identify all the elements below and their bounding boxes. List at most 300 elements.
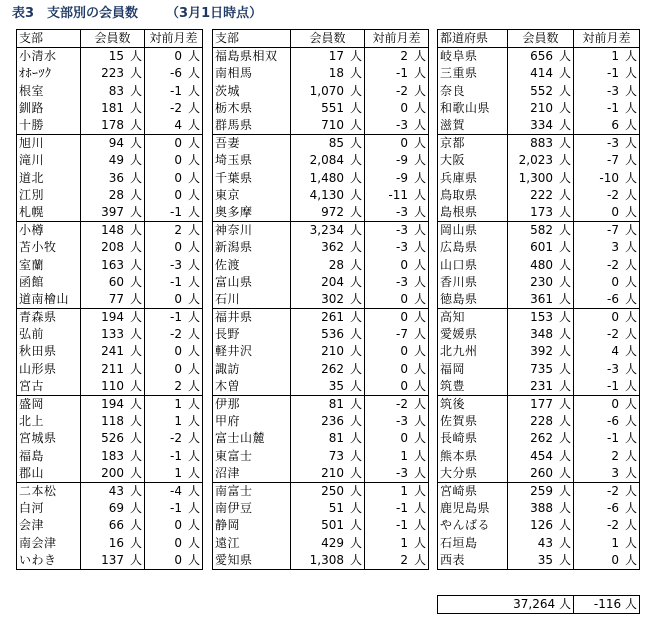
- unit-label: 人: [129, 136, 142, 151]
- branch-name: 島根県: [438, 204, 508, 222]
- member-count: 1,480 人: [291, 170, 365, 187]
- member-count: 259 人: [508, 482, 574, 500]
- unit-label: 人: [187, 465, 200, 480]
- unit-label: 人: [129, 223, 142, 238]
- unit-label: 人: [413, 361, 426, 376]
- month-diff: -6 人: [574, 413, 640, 430]
- table-row: [17, 187, 203, 204]
- branch-name: 佐賀県: [438, 413, 508, 430]
- branch-name: 軽井沢: [213, 343, 291, 360]
- month-diff: 0 人: [365, 309, 429, 327]
- table-row: [438, 239, 640, 256]
- branch-name: 滝川: [17, 152, 81, 169]
- table-row: [17, 361, 203, 378]
- unit-label: 人: [413, 483, 426, 498]
- month-diff: -1 人: [365, 65, 429, 82]
- unit-label: 人: [624, 552, 637, 567]
- branch-name: 小清水: [17, 48, 81, 66]
- branch-name: 熊本県: [438, 448, 508, 465]
- branch-name: 愛知県: [213, 552, 291, 570]
- branch-name: 吾妻: [213, 135, 291, 153]
- month-diff: 0 人: [145, 343, 203, 360]
- unit-label: 人: [187, 361, 200, 376]
- unit-label: 人: [624, 291, 637, 306]
- unit-label: 人: [349, 501, 362, 516]
- unit-label: 人: [413, 414, 426, 429]
- unit-label: 人: [349, 465, 362, 480]
- unit-label: 人: [187, 327, 200, 342]
- unit-label: 人: [187, 414, 200, 429]
- table-row: [17, 534, 203, 551]
- unit-label: 人: [349, 483, 362, 498]
- table-row: [17, 465, 203, 483]
- member-count: 200 人: [81, 465, 145, 483]
- unit-label: 人: [413, 170, 426, 185]
- table-row: [438, 274, 640, 291]
- branch-name: 富士山麓: [213, 430, 291, 447]
- unit-label: 人: [187, 170, 200, 185]
- member-count: 137 人: [81, 552, 145, 570]
- unit-label: 人: [624, 327, 637, 342]
- unit-label: 人: [558, 310, 571, 325]
- month-diff: 3 人: [574, 239, 640, 256]
- month-diff: 0 人: [574, 552, 640, 570]
- unit-label: 人: [129, 49, 142, 64]
- unit-label: 人: [349, 118, 362, 133]
- unit-label: 人: [413, 240, 426, 255]
- unit-label: 人: [187, 535, 200, 550]
- header-branch: 支部: [17, 30, 81, 48]
- unit-label: 人: [624, 240, 637, 255]
- table-row: [17, 291, 203, 309]
- member-count: 118 人: [81, 413, 145, 430]
- member-count: 2,084 人: [291, 152, 365, 169]
- table-row: [213, 48, 429, 66]
- table-row: [213, 413, 429, 430]
- month-diff: 0 人: [365, 100, 429, 117]
- table-row: [213, 552, 429, 570]
- month-diff: -4 人: [145, 482, 203, 500]
- member-count: 362 人: [291, 239, 365, 256]
- member-count: 228 人: [508, 413, 574, 430]
- unit-label: 人: [624, 310, 637, 325]
- branch-name: 東京: [213, 187, 291, 204]
- member-count: 177 人: [508, 395, 574, 413]
- branch-name: 静岡: [213, 517, 291, 534]
- unit-label: 人: [624, 361, 637, 376]
- month-diff: 1 人: [574, 48, 640, 66]
- month-diff: -1 人: [145, 500, 203, 517]
- month-diff: -7 人: [574, 222, 640, 240]
- table-row: [17, 222, 203, 240]
- unit-label: 人: [413, 448, 426, 463]
- header-branch: 支部: [213, 30, 291, 48]
- member-count: 73 人: [291, 448, 365, 465]
- unit-label: 人: [187, 153, 200, 168]
- branch-name: 福井県: [213, 309, 291, 327]
- unit-label: 人: [187, 240, 200, 255]
- branch-name: 三重県: [438, 65, 508, 82]
- table-row: [17, 204, 203, 222]
- branch-name: 滋賀: [438, 117, 508, 135]
- month-diff: -2 人: [574, 256, 640, 273]
- table-row: [438, 552, 640, 570]
- member-count: 392 人: [508, 343, 574, 360]
- unit-label: 人: [624, 431, 637, 446]
- member-count: 49 人: [81, 152, 145, 169]
- branch-name: 香川県: [438, 274, 508, 291]
- unit-label: 人: [558, 66, 571, 81]
- branch-name: 徳島県: [438, 291, 508, 309]
- table-row: [438, 222, 640, 240]
- unit-label: 人: [413, 501, 426, 516]
- branch-name: 木曽: [213, 378, 291, 396]
- unit-label: 人: [558, 274, 571, 289]
- table-row: [438, 395, 640, 413]
- month-diff: -3 人: [365, 413, 429, 430]
- month-diff: -1 人: [574, 65, 640, 82]
- unit-label: 人: [349, 344, 362, 359]
- table-row: [213, 534, 429, 551]
- member-count: 735 人: [508, 361, 574, 378]
- table-row: [17, 135, 203, 153]
- branch-name: 岐阜県: [438, 48, 508, 66]
- table-row: [17, 152, 203, 169]
- member-count: 133 人: [81, 326, 145, 343]
- branch-name: 福島県相双: [213, 48, 291, 66]
- unit-label: 人: [129, 240, 142, 255]
- unit-label: 人: [413, 327, 426, 342]
- unit-label: 人: [624, 153, 637, 168]
- unit-label: 人: [413, 310, 426, 325]
- table-row: [17, 65, 203, 82]
- unit-label: 人: [129, 448, 142, 463]
- month-diff: 1 人: [145, 465, 203, 483]
- month-diff: -9 人: [365, 170, 429, 187]
- branch-name: 北九州: [438, 343, 508, 360]
- unit-label: 人: [624, 100, 637, 115]
- month-diff: -3 人: [365, 117, 429, 135]
- table-row: [438, 100, 640, 117]
- month-diff: -1 人: [574, 378, 640, 396]
- branch-name: 富山県: [213, 274, 291, 291]
- unit-label: 人: [187, 310, 200, 325]
- member-count: 36 人: [81, 170, 145, 187]
- unit-label: 人: [558, 240, 571, 255]
- unit-label: 人: [413, 397, 426, 412]
- unit-label: 人: [349, 257, 362, 272]
- table-row: [213, 239, 429, 256]
- table-row: [213, 361, 429, 378]
- month-diff: -6 人: [574, 291, 640, 309]
- branch-name: 十勝: [17, 117, 81, 135]
- member-count: 43 人: [81, 482, 145, 500]
- table-row: [213, 256, 429, 273]
- unit-label: 人: [624, 66, 637, 81]
- month-diff: -2 人: [574, 482, 640, 500]
- unit-label: 人: [129, 414, 142, 429]
- member-count: 35 人: [508, 552, 574, 570]
- unit-label: 人: [349, 291, 362, 306]
- month-diff: -2 人: [145, 326, 203, 343]
- unit-label: 人: [413, 378, 426, 393]
- unit-label: 人: [187, 344, 200, 359]
- month-diff: -6 人: [574, 500, 640, 517]
- branch-name: 山形県: [17, 361, 81, 378]
- table-body-1: [17, 48, 203, 570]
- unit-label: 人: [624, 397, 637, 412]
- unit-label: 人: [129, 483, 142, 498]
- table-row: [213, 100, 429, 117]
- member-count: 208 人: [81, 239, 145, 256]
- unit-label: 人: [558, 431, 571, 446]
- unit-label: 人: [624, 170, 637, 185]
- branch-name: 茨城: [213, 83, 291, 100]
- month-diff: 4 人: [574, 343, 640, 360]
- unit-label: 人: [558, 257, 571, 272]
- branch-name: 筑豊: [438, 378, 508, 396]
- month-diff: 2 人: [145, 222, 203, 240]
- table-row: [213, 222, 429, 240]
- member-count: 1,070 人: [291, 83, 365, 100]
- member-count: 414 人: [508, 65, 574, 82]
- unit-label: 人: [624, 501, 637, 516]
- month-diff: -9 人: [365, 152, 429, 169]
- branch-name: 函館: [17, 274, 81, 291]
- branch-name: 佐渡: [213, 256, 291, 273]
- table-row: [438, 448, 640, 465]
- unit-label: 人: [624, 118, 637, 133]
- member-count: 204 人: [291, 274, 365, 291]
- title-main: 表3 支部別の会員数: [12, 6, 139, 21]
- branch-name: 釧路: [17, 100, 81, 117]
- table-row: [17, 448, 203, 465]
- member-count: 51 人: [291, 500, 365, 517]
- table-row: [438, 135, 640, 153]
- unit-label: 人: [129, 378, 142, 393]
- unit-label: 人: [558, 344, 571, 359]
- unit-label: 人: [413, 136, 426, 151]
- member-count: 210 人: [508, 100, 574, 117]
- member-count: 81 人: [291, 395, 365, 413]
- member-count: 397 人: [81, 204, 145, 222]
- month-diff: 0 人: [574, 204, 640, 222]
- unit-label: 人: [187, 223, 200, 238]
- unit-label: 人: [129, 310, 142, 325]
- table-row: [213, 448, 429, 465]
- member-count: 501 人: [291, 517, 365, 534]
- table-row: [213, 152, 429, 169]
- member-count: 236 人: [291, 413, 365, 430]
- unit-label: 人: [558, 414, 571, 429]
- month-diff: 2 人: [365, 48, 429, 66]
- branch-name: 西表: [438, 552, 508, 570]
- month-diff: -2 人: [574, 326, 640, 343]
- unit-label: 人: [413, 431, 426, 446]
- member-count: 35 人: [291, 378, 365, 396]
- month-diff: -1 人: [145, 448, 203, 465]
- branch-name: 弘前: [17, 326, 81, 343]
- month-diff: -3 人: [365, 239, 429, 256]
- table-row: [213, 274, 429, 291]
- unit-label: 人: [129, 327, 142, 342]
- title-date: （3月1日時点）: [166, 6, 263, 21]
- member-count: 60 人: [81, 274, 145, 291]
- month-diff: 0 人: [145, 534, 203, 551]
- member-count: 526 人: [81, 430, 145, 447]
- unit-label: 人: [187, 83, 200, 98]
- month-diff: 0 人: [145, 152, 203, 169]
- unit-label: 人: [187, 136, 200, 151]
- table-row: [213, 482, 429, 500]
- branch-name: 群馬県: [213, 117, 291, 135]
- table-row: [438, 117, 640, 135]
- unit-label: 人: [558, 378, 571, 393]
- unit-label: 人: [349, 327, 362, 342]
- branch-name: 南相馬: [213, 65, 291, 82]
- unit-label: 人: [413, 187, 426, 202]
- unit-label: 人: [187, 274, 200, 289]
- unit-label: 人: [129, 170, 142, 185]
- month-diff: 0 人: [145, 291, 203, 309]
- table-row: [438, 65, 640, 82]
- member-count: 388 人: [508, 500, 574, 517]
- member-count: 656 人: [508, 48, 574, 66]
- unit-label: 人: [413, 465, 426, 480]
- unit-label: 人: [129, 66, 142, 81]
- table-row: [17, 170, 203, 187]
- branch-name: 石川: [213, 291, 291, 309]
- unit-label: 人: [413, 204, 426, 219]
- month-diff: 0 人: [574, 274, 640, 291]
- unit-label: 人: [349, 204, 362, 219]
- unit-label: 人: [349, 153, 362, 168]
- branch-name: 北上: [17, 413, 81, 430]
- branch-name: 青森県: [17, 309, 81, 327]
- unit-label: 人: [349, 240, 362, 255]
- table-row: [438, 465, 640, 483]
- unit-label: 人: [129, 257, 142, 272]
- unit-label: 人: [413, 223, 426, 238]
- table-row: [438, 517, 640, 534]
- member-count: 551 人: [291, 100, 365, 117]
- table-row: [438, 309, 640, 327]
- member-count: 972 人: [291, 204, 365, 222]
- unit-label: 人: [129, 204, 142, 219]
- unit-label: 人: [624, 187, 637, 202]
- month-diff: 1 人: [365, 448, 429, 465]
- month-diff: 0 人: [365, 135, 429, 153]
- branch-name: 札幌: [17, 204, 81, 222]
- table-row: [17, 83, 203, 100]
- member-count: 582 人: [508, 222, 574, 240]
- member-count: 480 人: [508, 256, 574, 273]
- unit-label: 人: [624, 483, 637, 498]
- unit-label: 人: [187, 552, 200, 567]
- member-count: 4,130 人: [291, 187, 365, 204]
- header-diff: 対前月差: [574, 30, 640, 48]
- table-row: [213, 517, 429, 534]
- unit-label: 人: [349, 518, 362, 533]
- month-diff: -3 人: [365, 465, 429, 483]
- table-row: [438, 361, 640, 378]
- branch-name: 長野: [213, 326, 291, 343]
- unit-label: 人: [558, 49, 571, 64]
- member-count: 81 人: [291, 430, 365, 447]
- branch-name: 盛岡: [17, 395, 81, 413]
- member-count: 181 人: [81, 100, 145, 117]
- branch-name: 白河: [17, 500, 81, 517]
- unit-label: 人: [624, 49, 637, 64]
- unit-label: 人: [558, 448, 571, 463]
- branch-name: 南伊豆: [213, 500, 291, 517]
- unit-label: 人: [187, 187, 200, 202]
- total-diff: -116 人: [574, 596, 640, 614]
- table-row: [213, 187, 429, 204]
- member-count: 210 人: [291, 343, 365, 360]
- month-diff: 0 人: [145, 135, 203, 153]
- table-row: [438, 83, 640, 100]
- branch-name: 郡山: [17, 465, 81, 483]
- member-count: 85 人: [291, 135, 365, 153]
- month-diff: -11 人: [365, 187, 429, 204]
- month-diff: -6 人: [145, 65, 203, 82]
- member-count: 260 人: [508, 465, 574, 483]
- member-count: 454 人: [508, 448, 574, 465]
- branch-name: 宮崎県: [438, 482, 508, 500]
- unit-label: 人: [129, 535, 142, 550]
- member-count: 429 人: [291, 534, 365, 551]
- branch-name: 栃木県: [213, 100, 291, 117]
- table-row: [213, 465, 429, 483]
- unit-label: 人: [349, 431, 362, 446]
- table-body-2: [213, 48, 429, 570]
- branch-name: 宮城県: [17, 430, 81, 447]
- unit-label: 人: [187, 501, 200, 516]
- month-diff: -7 人: [574, 152, 640, 169]
- branch-name: 道南檜山: [17, 291, 81, 309]
- branch-name: 奥多摩: [213, 204, 291, 222]
- member-count: 1,300 人: [508, 170, 574, 187]
- header-diff: 対前月差: [145, 30, 203, 48]
- branch-name: 大分県: [438, 465, 508, 483]
- unit-label: 人: [624, 257, 637, 272]
- unit-label: 人: [349, 274, 362, 289]
- branch-name: 二本松: [17, 482, 81, 500]
- table-row: [17, 256, 203, 273]
- unit-label: 人: [187, 518, 200, 533]
- unit-label: 人: [129, 118, 142, 133]
- branch-name: 小樽: [17, 222, 81, 240]
- header-diff: 対前月差: [365, 30, 429, 48]
- branch-name: 高知: [438, 309, 508, 327]
- unit-label: 人: [624, 274, 637, 289]
- member-count: 18 人: [291, 65, 365, 82]
- header-members: 会員数: [81, 30, 145, 48]
- month-diff: 1 人: [365, 482, 429, 500]
- branch-name: いわき: [17, 552, 81, 570]
- unit-label: 人: [349, 378, 362, 393]
- unit-label: 人: [349, 414, 362, 429]
- unit-label: 人: [624, 83, 637, 98]
- unit-label: 人: [349, 100, 362, 115]
- table-title: [12, 2, 262, 21]
- member-count: 348 人: [508, 326, 574, 343]
- member-count: 194 人: [81, 309, 145, 327]
- table-row: [213, 430, 429, 447]
- unit-label: 人: [558, 501, 571, 516]
- unit-label: 人: [187, 49, 200, 64]
